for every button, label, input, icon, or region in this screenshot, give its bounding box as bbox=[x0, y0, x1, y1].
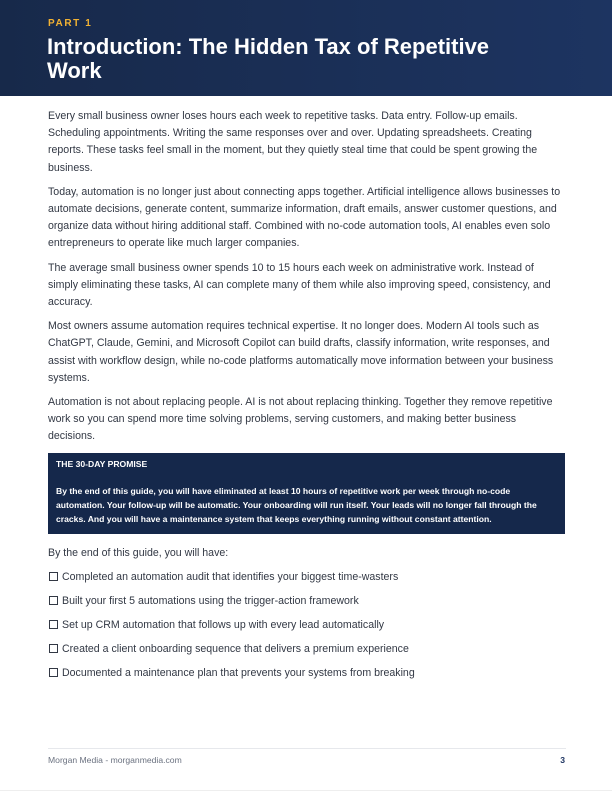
body-paragraph: Today, automation is no longer just about connecting apps together. Artificial intelligence allows businesses to automate decisions, generate content, summarize information, draft emails, answer customer questions, and organize data without hiring additional staff. Combined with no-code automation tools, AI enables even solo entrepreneurs to operate like much larger companies. bbox=[48, 185, 561, 250]
promise-title: THE 30-DAY PROMISE bbox=[56, 458, 148, 469]
checklist-item bbox=[48, 666, 566, 680]
page-edge-divider bbox=[0, 790, 612, 791]
checklist-item bbox=[48, 642, 566, 656]
page-number: 3 bbox=[560, 755, 565, 765]
checkbox-icon bbox=[49, 620, 58, 629]
checklist-item-label: Completed an automation audit that identifies your biggest time-wasters bbox=[62, 570, 399, 583]
promise-callout bbox=[48, 453, 565, 534]
checklist-item-label: Set up CRM automation that follows up with every lead automatically bbox=[62, 618, 385, 631]
main-content bbox=[48, 108, 566, 690]
body-paragraph: Automation is not about replacing people. AI is not about replacing thinking. Together they remove repetitive work so you can spend more time solving problems, serving customers, and making better business decisions. bbox=[48, 396, 553, 443]
promise-body: By the end of this guide, you will have eliminated at least 10 hours of repetitive work per week through no-code automation. Your follow-up will be automatic. Your onboarding will run itself. Your leads will no longer fall through the cracks. And you will have a maintenance system that keeps everything running without constant attention. bbox=[56, 485, 537, 524]
footer-brand: Morgan Media - morganmedia.com bbox=[48, 755, 182, 765]
body-paragraph: Most owners assume automation requires technical expertise. It no longer does. Modern AI tools such as ChatGPT, Claude, Gemini, and Microsoft Copilot can build drafts, classify information, write responses, and assist with workflow design, while no-code platforms automatically move information between your business systems. bbox=[48, 320, 554, 384]
checklist-lead: By the end of this guide, you will have: bbox=[48, 546, 229, 559]
checkbox-icon bbox=[49, 668, 58, 677]
checklist-item-label: Created a client onboarding sequence that delivers a premium experience bbox=[62, 642, 409, 655]
checkbox-icon bbox=[49, 644, 58, 653]
checklist-item-label: Built your first 5 automations using the trigger-action framework bbox=[62, 594, 359, 607]
checklist-item bbox=[48, 570, 566, 584]
checklist-item bbox=[48, 618, 566, 632]
part-label: PART 1 bbox=[48, 18, 93, 29]
outcome-checklist bbox=[48, 570, 566, 680]
body-paragraph: Every small business owner loses hours each week to repetitive tasks. Data entry. Follow-up emails. Scheduling appointments. Writing the same responses over and over. Updating spreadsheets. Creating reports. These tasks feel small in the moment, but they quietly steal time that could be spent growing the business. bbox=[48, 110, 538, 174]
footer-divider bbox=[48, 748, 566, 749]
checklist-item bbox=[48, 594, 566, 608]
checkbox-icon bbox=[49, 596, 58, 605]
checkbox-icon bbox=[49, 572, 58, 581]
chapter-header bbox=[0, 0, 612, 96]
checklist-item-label: Documented a maintenance plan that prevents your systems from breaking bbox=[62, 666, 415, 679]
chapter-title: Introduction: The Hidden Tax of Repetitive Work bbox=[47, 34, 490, 83]
body-paragraph: The average small business owner spends 10 to 15 hours each week on administrative work. Instead of simply eliminating these tasks, AI can complete many of them while also improving speed, consistency, and accuracy. bbox=[48, 261, 551, 309]
